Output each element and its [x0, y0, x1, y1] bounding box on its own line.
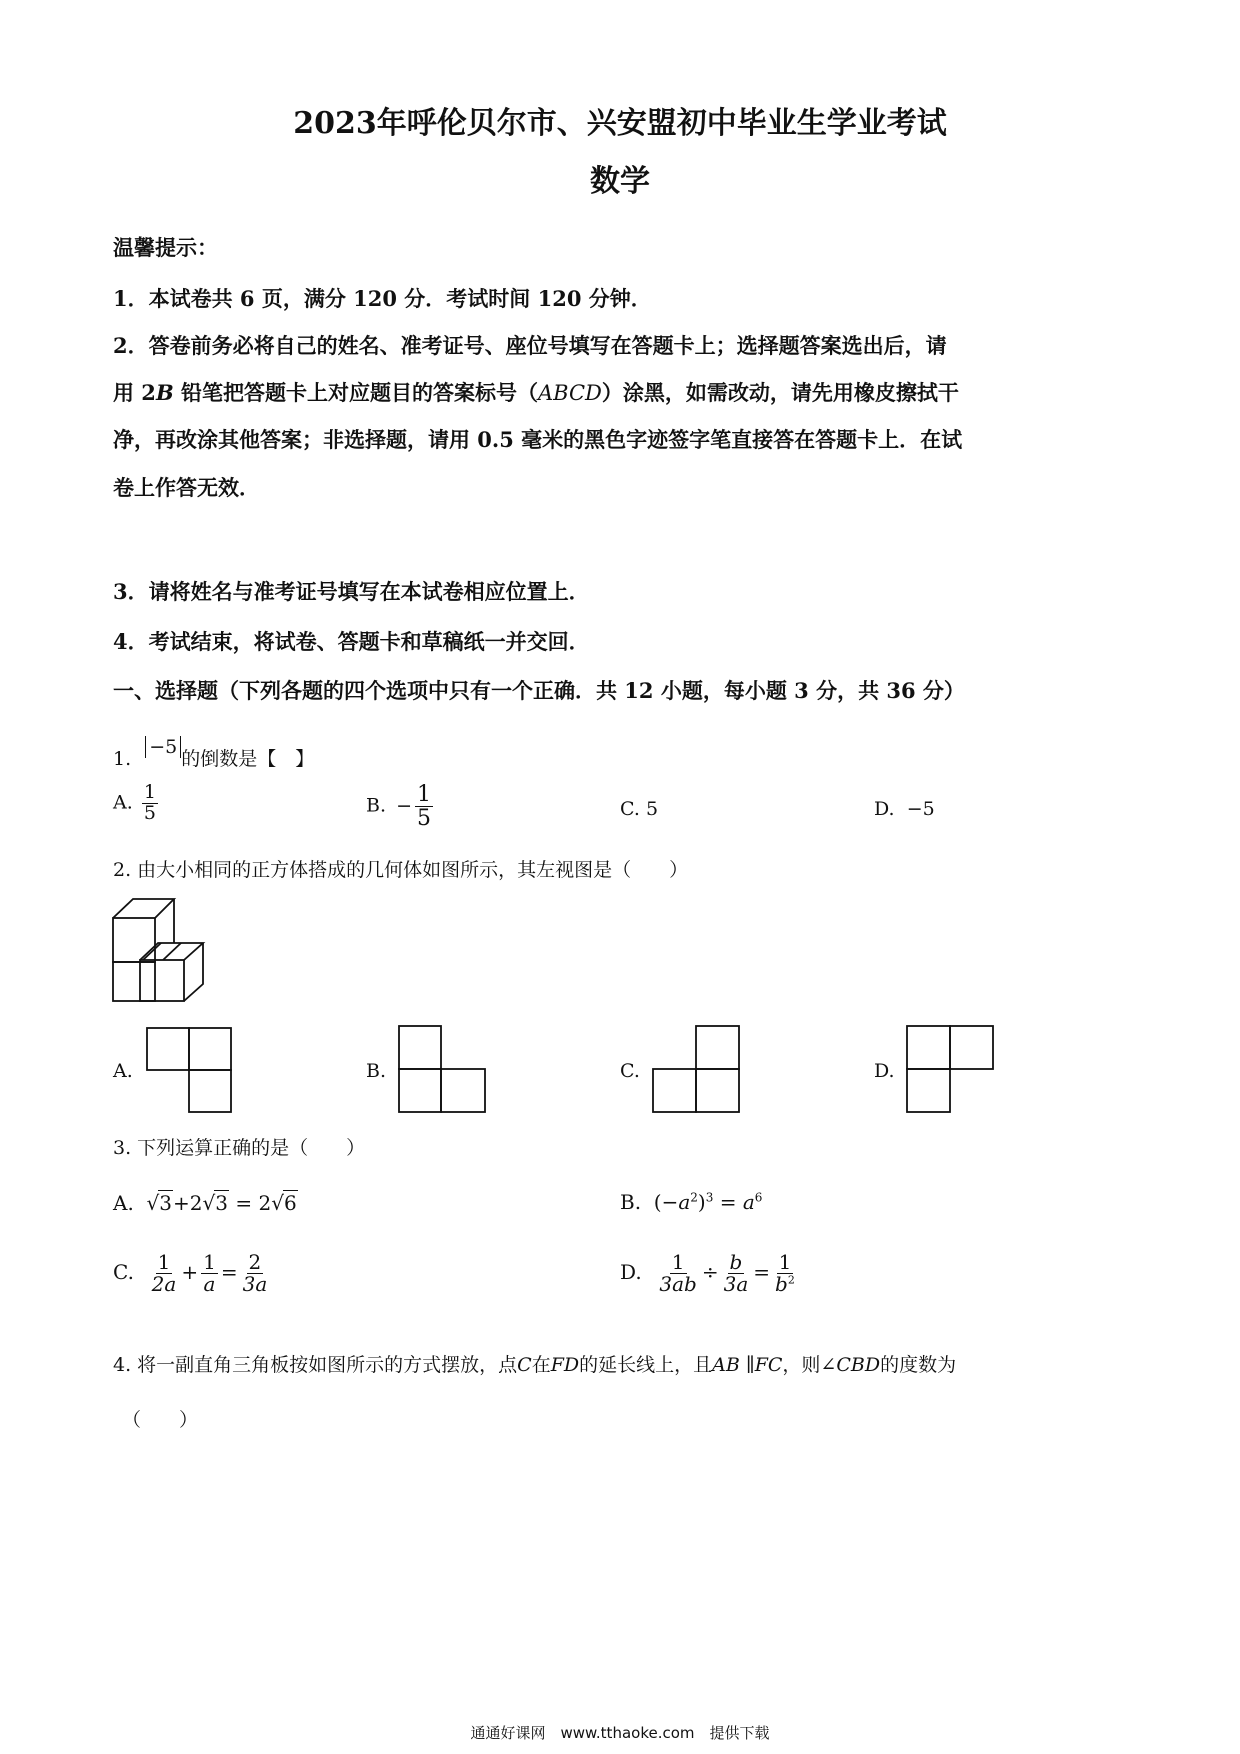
notice-item-3: 3．请将姓名与准考证号填写在本试卷相应位置上．	[113, 579, 590, 604]
q3-option-c: C. $\frac{1}{2a}$ + $\frac{1}{a}$ = $\frac{2}{3a}$	[113, 1250, 268, 1296]
q2-option-b-label: B.	[366, 1060, 387, 1082]
notice-item-2-line-4: 卷上作答无效．	[113, 475, 260, 500]
q2-option-b-figure	[398, 1025, 486, 1113]
q1-option-d: D. −5	[874, 798, 935, 820]
notice-item-4: 4．考试结束，将试卷、答题卡和草稿纸一并交回．	[113, 629, 590, 654]
q1-option-b: B. − $\frac{1}{5}$	[366, 782, 431, 832]
q2-option-a-figure	[146, 1027, 232, 1113]
q2-option-a-label: A.	[113, 1060, 133, 1082]
cube-stack-figure	[112, 898, 222, 1003]
notice-item-2-line-3: 净，再改涂其他答案；非选择题，请用 0.5 毫米的黑色字迹签字笔直接答在答题卡上．在试	[113, 427, 963, 452]
notice-item-2-line-1: 2．答卷前务必将自己的姓名、准考证号、座位号填写在答题卡上；选择题答案选出后，请	[113, 333, 947, 358]
question-3-stem: 3. 下列运算正确的是（ ）	[113, 1137, 366, 1159]
q3-option-b: B. $(-a^2)^3 = a^6$	[620, 1190, 763, 1214]
q3-option-a: A. √3+2√3 = 2√6	[113, 1191, 297, 1215]
q2-option-d-label: D.	[874, 1060, 895, 1082]
question-1: 1. −5的倒数是【 】	[113, 736, 315, 770]
q1-option-c: C. 5	[620, 798, 659, 820]
q2-option-d-figure	[906, 1025, 994, 1113]
abs-value-expr: −5	[145, 736, 181, 758]
q3-option-d: D. $\frac{1}{3ab}$ ÷ $\frac{b}{3a}$ = $\frac{1}{b^2}$	[620, 1250, 795, 1296]
notice-heading: 温馨提示：	[113, 235, 218, 260]
notice-item-1: 1．本试卷共 6 页，满分 120 分．考试时间 120 分钟．	[113, 286, 652, 311]
notice-item-2-line-2: 用 2B 铅笔把答题卡上对应题目的答案标号（ABCD）涂黑，如需改动，请先用橡皮擦拭干	[113, 380, 959, 405]
subject-title: 数学	[590, 164, 650, 199]
question-2-stem: 2. 由大小相同的正方体搭成的几何体如图所示，其左视图是（ ）	[113, 859, 689, 881]
q2-option-c-figure	[652, 1025, 740, 1113]
exam-title: 2023年呼伦贝尔市、兴安盟初中毕业生学业考试	[293, 106, 947, 141]
footer-source: 通通好课网 www.tthaoke.com 提供下载	[470, 1724, 770, 1742]
section-heading: 一、选择题（下列各题的四个选项中只有一个正确．共 12 小题，每小题 3 分，共 36 分）	[113, 678, 965, 703]
q1-option-a: A. $\frac{1}{5}$	[113, 781, 156, 824]
question-4-stem: 4. 将一副直角三角板按如图所示的方式摆放，点C在FD的延长线上，且AB ∥FC，则∠CBD的度数为	[113, 1354, 957, 1376]
q2-option-c-label: C.	[620, 1060, 640, 1082]
question-4-paren: （ ）	[122, 1409, 199, 1431]
